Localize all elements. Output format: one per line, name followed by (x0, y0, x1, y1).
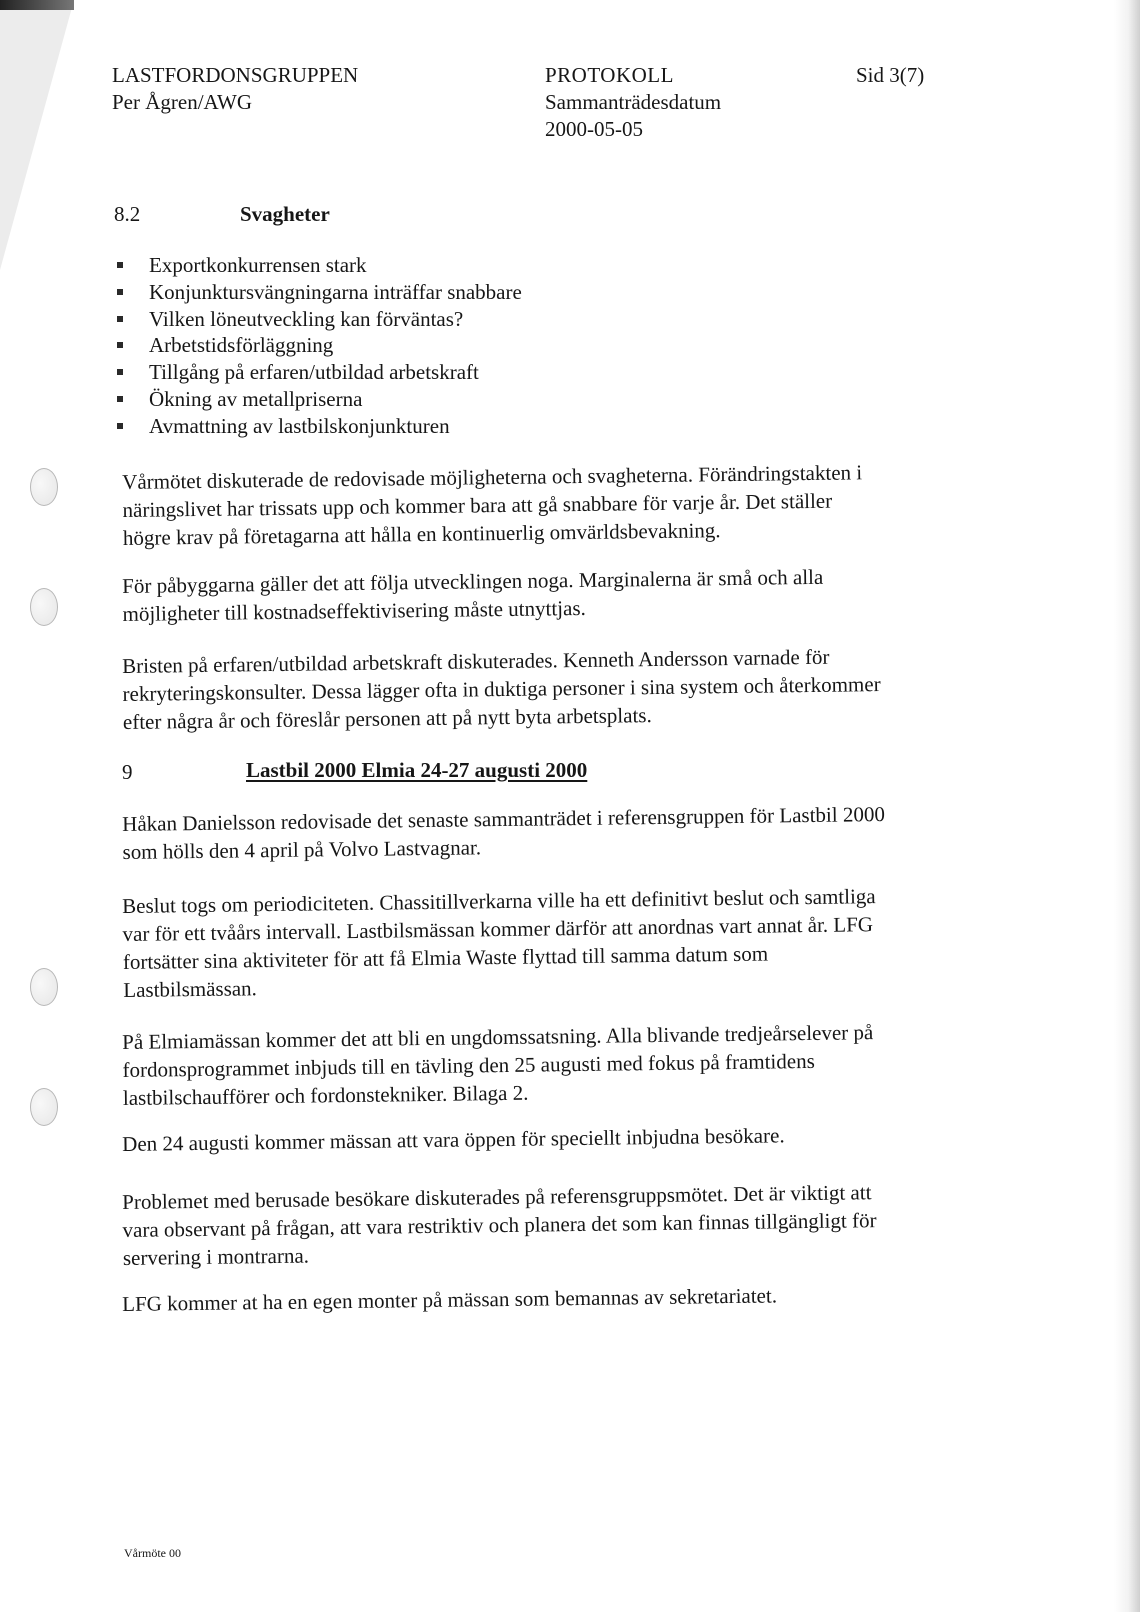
bullet-square-icon (117, 262, 123, 268)
meeting-date-label: Sammanträdesdatum (545, 90, 722, 114)
scan-shadow-top (0, 0, 74, 10)
list-item (116, 332, 522, 359)
paragraph-varmotet (122, 456, 1023, 552)
meeting-date: 2000-05-05 (545, 117, 643, 141)
paragraph-line: lastbilschaufförer och fordonstekniker. Bilaga 2. (122, 1080, 529, 1110)
section-number-8-2: 8.2 (114, 202, 141, 226)
list-item (116, 413, 522, 440)
paragraph-line: Vårmötet diskuterade de redovisade möjligheterna och svagheterna. Förändringstakten i (122, 460, 863, 494)
section-title-lastbil-2000: Lastbil 2000 Elmia 24-27 augusti 2000 (246, 758, 588, 782)
page-number: Sid 3(7) (856, 63, 925, 87)
paragraph-line: fortsätter sina aktiviteter för att få Elmia Waste flyttad till samma datum som (122, 941, 769, 974)
list-item (116, 359, 522, 386)
author-name: Per Ågren/AWG (112, 90, 253, 114)
header-sender (112, 62, 358, 116)
bullet-square-icon (117, 423, 123, 429)
bullet-square-icon (117, 316, 123, 322)
list-item-text: Ökning av metallpriserna (149, 386, 363, 411)
punch-hole (30, 468, 58, 506)
paragraph-line: LFG kommer at ha en egen monter på mässan som bemannas av sekretariatet. (122, 1283, 778, 1316)
bullet-square-icon (117, 342, 123, 348)
list-item-text: Vilken löneutveckling kan förväntas? (149, 306, 464, 331)
paragraph-hakan (122, 798, 1023, 866)
paragraph-line: möjligheter till kostnadseffektivisering måste utnyttjas. (122, 595, 586, 626)
section-title-svagheter: Svagheter (240, 202, 330, 226)
paragraph-line: vara observant på frågan, att vara restriktiv och planera det som kan finnas tillgängligt för (122, 1208, 877, 1242)
paragraph-problemet (122, 1176, 1023, 1272)
paragraph-beslut (122, 880, 1023, 1004)
paragraph-line: efter några år och föreslår personen att på nytt byta arbetsplats. (122, 703, 652, 734)
paragraph-24-augusti (122, 1118, 1022, 1158)
punch-hole (30, 588, 58, 626)
paragraph-line: rekryteringskonsulter. Dessa lägger ofta in duktiga personer i sina system och återkommer (122, 672, 881, 706)
list-item-text: Konjunktursvängningarna inträffar snabbare (149, 279, 522, 304)
list-item (116, 386, 522, 413)
paragraph-lfg-monter (122, 1278, 1022, 1318)
list-item (116, 306, 522, 333)
paragraph-line: Beslut togs om periodiciteten. Chassitillverkarna ville ha ett definitivt beslut och samtliga (122, 884, 876, 918)
list-item-text: Tillgång på erfaren/utbildad arbetskraft (149, 360, 479, 385)
paragraph-line: På Elmiamässan kommer det att bli en ungdomssatsning. Alla blivande tredjeårselever på (122, 1020, 874, 1054)
paragraph-bristen (122, 640, 1023, 736)
list-item-text: Arbetstidsförläggning (149, 333, 334, 358)
punch-hole (30, 1088, 58, 1126)
bullet-square-icon (117, 289, 123, 295)
section-number-9: 9 (122, 760, 133, 784)
list-item-text: Exportkonkurrensen stark (149, 253, 367, 277)
organization-name: LASTFORDONSGRUPPEN (112, 63, 359, 87)
bullet-square-icon (117, 369, 123, 375)
list-item (116, 252, 522, 279)
paragraph-pabyggarna (122, 560, 1023, 628)
document-type: PROTOKOLL (545, 63, 674, 87)
paragraph-line: Den 24 augusti kommer mässan att vara öppen för speciellt inbjudna besökare. (122, 1123, 785, 1156)
paragraph-line: Lastbilsmässan. (123, 976, 258, 1002)
paragraph-line: högre krav på företagarna att hålla en kontinuerlig omvärldsbevakning. (122, 518, 721, 550)
paragraph-line: För påbyggarna gäller det att följa utvecklingen noga. Marginalerna är små och alla (122, 564, 824, 598)
paragraph-line: som hölls den 4 april på Volvo Lastvagnar. (122, 835, 482, 864)
paragraph-line: Problemet med berusade besökare diskuterades på referensgruppsmötet. Det är viktigt att (122, 1180, 872, 1214)
paragraph-line: Håkan Danielsson redovisade det senaste sammanträdet i referensgruppen för Lastbil 2000 (122, 802, 886, 836)
punch-hole (30, 968, 58, 1006)
paragraph-line: servering i montrarna. (122, 1243, 310, 1270)
footer-label: Vårmöte 00 (124, 1546, 181, 1560)
paragraph-line: Bristen på erfaren/utbildad arbetskraft diskuterades. Kenneth Andersson varnade för (122, 644, 830, 678)
scan-shadow-left (0, 0, 74, 270)
scan-shadow-right (1114, 0, 1140, 1612)
header-document-info (545, 62, 721, 143)
paragraph-line: fordonsprogrammet inbjuds till en tävling den 25 augusti med fokus på framtidens (122, 1048, 815, 1082)
paragraph-elmiamassan (122, 1016, 1023, 1112)
list-item-text: Avmattning av lastbilskonjunkturen (149, 413, 450, 438)
weakness-list (116, 252, 522, 440)
list-item (116, 279, 522, 306)
paragraph-line: näringslivet har trissats upp och kommer bara att gå snabbare för varje år. Det ställer (122, 488, 833, 522)
paragraph-line: var för ett tvåårs intervall. Lastbilsmässan kommer därför att anordnas vart annat år. LFG (122, 912, 874, 946)
bullet-square-icon (117, 396, 123, 402)
